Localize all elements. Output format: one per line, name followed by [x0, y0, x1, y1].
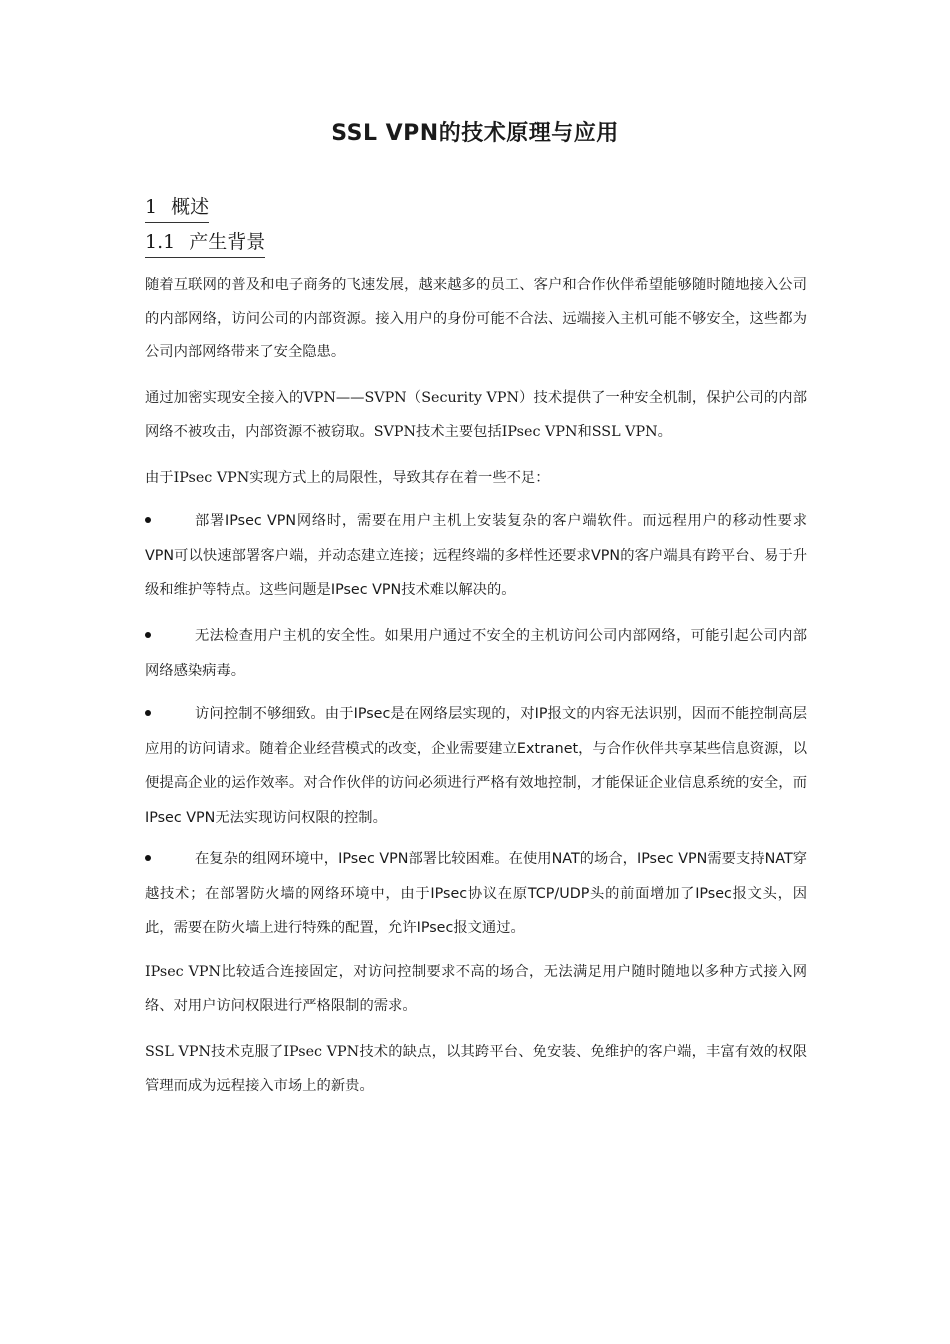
bullet-item — [145, 504, 807, 608]
section-label: 概述 — [171, 196, 210, 218]
paragraph-limitations: 由于IPsec VPN实现方式上的局限性，导致其存在着一些不足： — [145, 470, 550, 486]
paragraph-svpn: 通过加密实现安全接入的VPN——SVPN（Security VPN）技术提供了一种安全机制，保护公司的内部网络不被攻击，内部资源不被窃取。SVPN技术主要包括IPsec VPN和SSL VPN。 — [145, 390, 807, 440]
bullet-icon — [145, 710, 151, 716]
bullet-icon — [145, 855, 151, 861]
bullet-icon — [145, 517, 151, 523]
paragraph-sslvpn-summary: SSL VPN技术克服了IPsec VPN技术的缺点，以其跨平台、免安装、免维护的客户端，丰富有效的权限管理而成为远程接入市场上的新贵。 — [145, 1044, 807, 1094]
section-heading-1 — [145, 193, 209, 223]
bullet-text: 访问控制不够细致。由于IPsec是在网络层实现的，对IP报文的内容无法识别，因而不能控制高层应用的访问请求。随着企业经营模式的改变，企业需要建立Extranet，与合作伙伴共享某些信息资源，以便提高企业的运作效率。对合作伙伴的访问必须进行严格有效地控制，才能保证企业信息系统的安全，而IPsec VPN无法实现访问权限的控制。 — [145, 706, 807, 826]
bullet-item — [145, 697, 807, 835]
bullet-text: 无法检查用户主机的安全性。如果用户通过不安全的主机访问公司内部网络，可能引起公司内部网络感染病毒。 — [145, 628, 807, 679]
section-number: 1 — [145, 196, 158, 218]
bullet-text: 在复杂的组网环境中，IPsec VPN部署比较困难。在使用NAT的场合，IPsec VPN需要支持NAT穿越技术；在部署防火墙的网络环境中，由于IPsec协议在原TCP/UDP头的前面增加了IPsec报文头，因此，需要在防火墙上进行特殊的配置，允许IPsec报文通过。 — [145, 851, 807, 936]
bullet-item — [145, 842, 807, 946]
section-label: 产生背景 — [189, 231, 266, 253]
bullet-item — [145, 619, 807, 688]
paragraph-background: 随着互联网的普及和电子商务的飞速发展，越来越多的员工、客户和合作伙伴希望能够随时随地接入公司的内部网络，访问公司的内部资源。接入用户的身份可能不合法、远端接入主机可能不够安全，这些都为公司内部网络带来了安全隐患。 — [145, 277, 807, 360]
paragraph-ipsec-summary: IPsec VPN比较适合连接固定，对访问控制要求不高的场合，无法满足用户随时随地以多种方式接入网络、对用户访问权限进行严格限制的需求。 — [145, 964, 807, 1014]
section-heading-1-1 — [145, 228, 265, 258]
bullet-text: 部署IPsec VPN网络时，需要在用户主机上安装复杂的客户端软件。而远程用户的移动性要求VPN可以快速部署客户端，并动态建立连接；远程终端的多样性还要求VPN的客户端具有跨平台、易于升级和维护等特点。这些问题是IPsec VPN技术难以解决的。 — [145, 513, 807, 598]
bullet-icon — [145, 632, 151, 638]
section-number: 1.1 — [145, 231, 176, 253]
document-title: SSL VPN的技术原理与应用 — [331, 121, 619, 146]
